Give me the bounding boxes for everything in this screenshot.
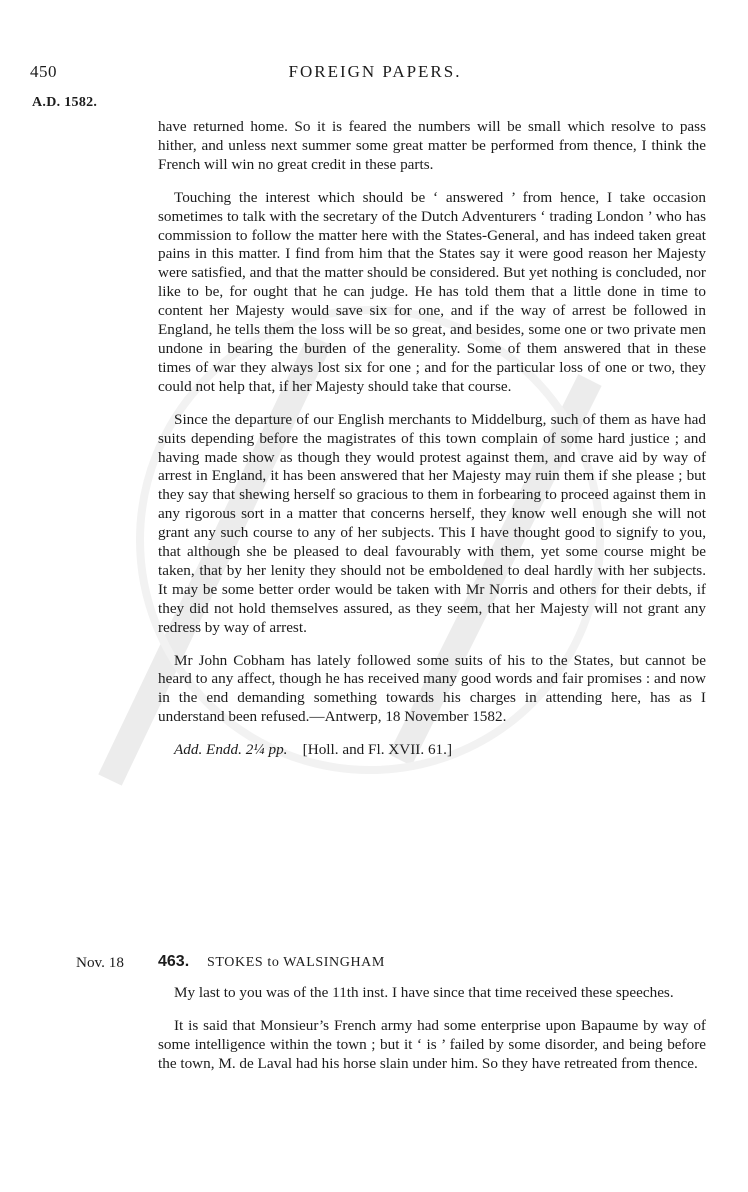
entry-date: Nov. 18 [76,954,124,971]
paragraph: Mr John Cobham has lately followed some suits of his to the States, but cannot be heard to any affect, though he has received many good words and fair promises : and now in the end demanding something towards his charges in attending here, has as I understand been refused.—Antwerp, 18 November 1582. [158,651,706,726]
paragraph: My last to you was of the 11th inst. I have since that time received these speeches. [174,984,674,1001]
calendar-entry-heading [32,954,712,976]
paragraph: It is said that Monsieur’s French army had some enterprise upon Bapaume by way of some intelligence within the town ; but it ‘ is ’ failed by some disorder, and being before the town, M. de Laval had his horse slain under him. So they have retreated from thence. [158,1016,706,1072]
endorsement-line [158,741,706,760]
entry-body [158,984,706,1088]
entry-title: STOKES to WALSINGHAM [207,955,385,970]
margin-year: A.D. 1582. [32,95,98,110]
paragraph: Since the departure of our English merchants to Middelburg, such of them as have had suits depending before the magistrates of this town complain of some hard justice ; and having made show as though they would protest against them, and crave aid by way of arrest in England, it has been answered that her Majesty may ruin them if she please ; but they say that shewing herself so gracious to them in forbearing to proceed against them in any rigorous sort in a matter that concerns herself, they know well enough she will not grant any such course to any of her subjects. This I have thought good to signify to you, that although she be pleased to deal favourably with them, yet some course might be taken, that by her lenity they should not be emboldened to deal hardly with her subjects. It may be some better order would be taken with Mr Norris and others for their debts, if they did not hold themselves assured, as they seem, that her Majesty will not grant any redress by way of arrest. [158,410,706,636]
page-number: 450 [30,62,57,81]
running-title: FOREIGN PAPERS. [288,62,462,81]
page-header [30,62,720,88]
entry-number: 463. [158,953,190,970]
letter-body [158,118,706,778]
archive-reference: [Holl. and Fl. XVII. 61.] [302,741,452,759]
endorsement-text: Add. Endd. 2¼ pp. [174,741,288,759]
paragraph: Touching the interest which should be ‘ answered ’ from hence, I take occasion sometimes to talk with the secretary of the Dutch Adventurers ‘ trading London ’ who has commission to follow the matter here with the States-General, and has indeed taken great pains in this matter. I find from him that the States say it were good reason her Majesty were satisfied, and that the matter should be considered. But yet nothing is concluded, nor like to be, for ought that he can judge. He has told them that a little done in time to content her Majesty would save six for one, and if the way of arrest be followed in England, he tells them the loss will be so great, and besides, some one or two private men undone in bearing the burden of the generality. Some of them answered that in these times of war they always lost six for one ; and for the particular loss of one or two, they could not help that, if her Majesty should take that course. [158,188,706,395]
paragraph: have returned home. So it is feared the numbers will be small which resolve to pass hither, and unless next summer some great matter be performed from thence, I think the French will win no great credit in these parts. [158,118,706,173]
